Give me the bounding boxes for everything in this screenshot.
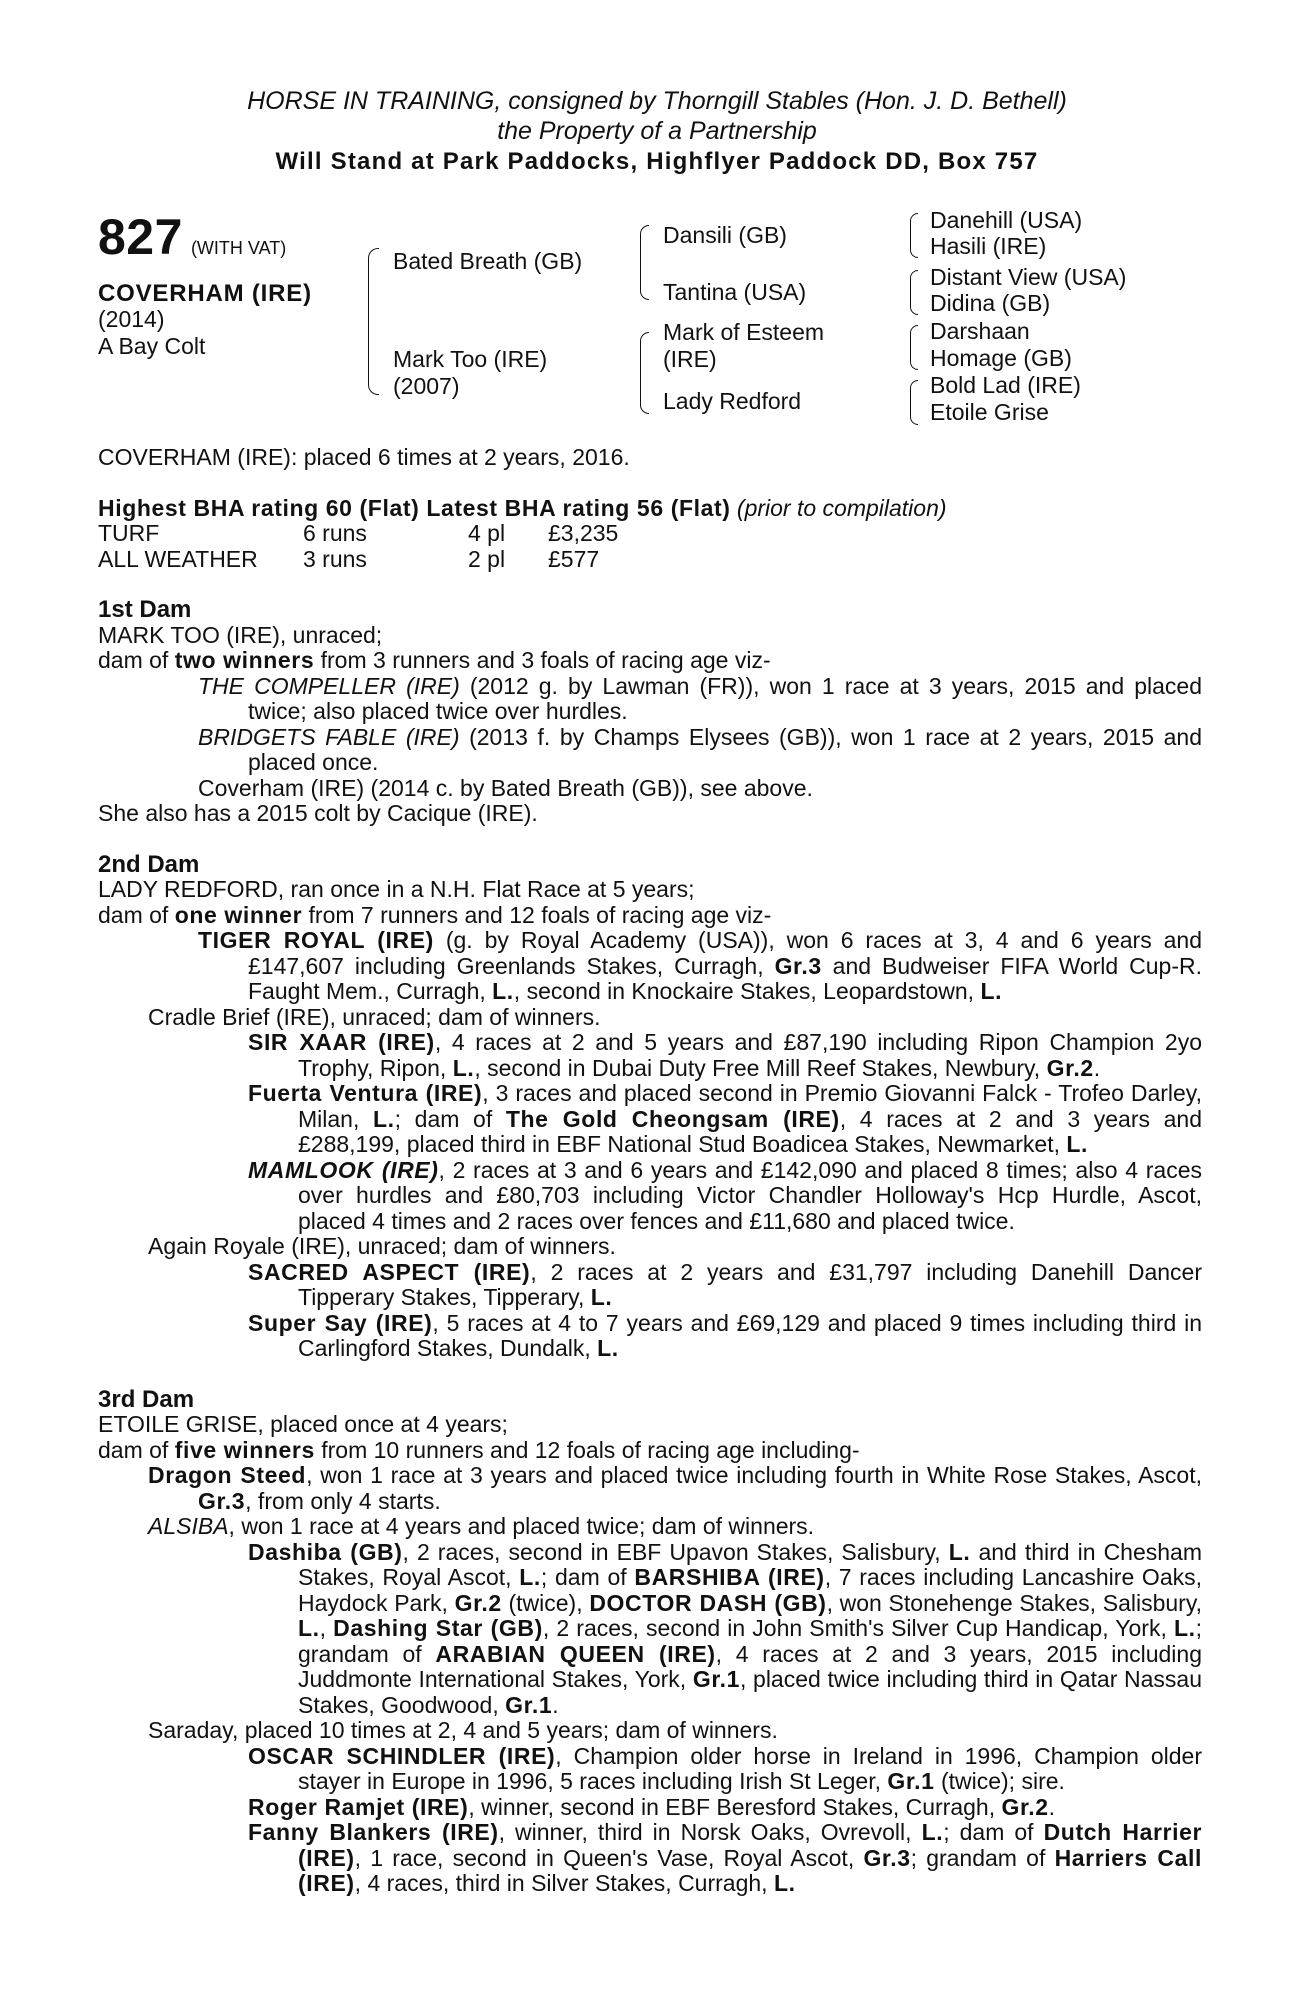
record-row-all-weather — [98, 547, 1202, 573]
first-dam-progeny-2: BRIDGETS FABLE (IRE) (2013 f. by Champs Elysees (GB)), won 1 race at 2 years, 2015 and placed once. — [198, 723, 1203, 775]
pedigree-bracket-dam — [640, 332, 649, 414]
pedigree-sire-dam: Tantina (USA) — [663, 279, 807, 305]
third-dam-intro: ETOILE GRISE, placed once at 4 years; — [98, 1411, 508, 1437]
second-dam-progeny-again-royale: Again Royale (IRE), unraced; dam of winners. — [148, 1233, 616, 1259]
pedigree-bracket-gen1 — [368, 248, 379, 395]
catalogue-header-consignor: HORSE IN TRAINING, consigned by Thorngill Stables (Hon. J. D. Bethell) — [247, 87, 1067, 115]
second-dam-heading: 2nd Dam — [98, 850, 200, 878]
record-prize: £3,235 — [548, 520, 619, 546]
pedigree-g3-7: Bold Lad (IRE) — [930, 372, 1081, 398]
catalogue-header-location: Will Stand at Park Paddocks, Highflyer Paddock DD, Box 757 — [275, 148, 1039, 175]
race-summary: COVERHAM (IRE): placed 6 times at 2 years, 2016. — [98, 444, 630, 470]
record-runs: 6 runs — [303, 520, 367, 546]
third-dam-heading: 3rd Dam — [98, 1385, 195, 1413]
pedigree-dam-dam: Lady Redford — [663, 388, 802, 414]
catalogue-body — [98, 445, 1202, 1897]
pedigree-sire: Bated Breath (GB) — [393, 248, 583, 274]
record-row-turf — [98, 521, 1202, 547]
second-dam-grandchild-sir-xaar: SIR XAAR (IRE), 4 races at 2 and 5 years and £87,190 including Ripon Champion 2yo Trophy, Ripon, L., second in Dubai Duty Free Mill Reef Stakes, Newbury, Gr.2. — [248, 1029, 1202, 1081]
third-dam-progeny-alsiba: ALSIBA, won 1 race at 4 years and placed twice; dam of winners. — [148, 1513, 815, 1539]
catalogue-header-property: the Property of a Partnership — [497, 117, 817, 145]
third-dam-grandchild-fanny-blankers: Fanny Blankers (IRE), winner, third in Norsk Oaks, Ovrevoll, L.; dam of Dutch Harrier (IRE), 1 race, second in Queen's Vase, Royal Ascot, Gr.3; grandam of Harriers Call (IRE), 4 races, third in Silver Stakes, Curragh, L. — [248, 1819, 1203, 1896]
pedigree-g3-1: Danehill (USA) — [930, 207, 1083, 233]
second-dam-progeny-tiger-royal: TIGER ROYAL (IRE) (g. by Royal Academy (USA)), won 6 races at 3, 4 and 6 years and £147,607 including Greenlands Stakes, Curragh, Gr.3 and Budweiser FIFA World Cup-R. Faught Mem., Curragh, L., second in Knockaire Stakes, Leopardstown, L. — [198, 927, 1203, 1004]
first-dam-progeny-1: THE COMPELLER (IRE) (2012 g. by Lawman (FR)), won 1 race at 3 years, 2015 and placed twice; also placed twice over hurdles. — [198, 672, 1203, 724]
third-dam-grandchild-roger-ramjet: Roger Ramjet (IRE), winner, second in EBF Beresford Stakes, Curragh, Gr.2. — [248, 1793, 1056, 1820]
pedigree-dam-sire-country: (IRE) — [663, 346, 717, 372]
third-dam-grandchild-oscar-schindler: OSCAR SCHINDLER (IRE), Champion older horse in Ireland in 1996, Champion older stayer in Europe in 1996, 5 races including Irish St Leger, Gr.1 (twice); sire. — [248, 1742, 1202, 1794]
third-dam-progeny-saraday: Saraday, placed 10 times at 2, 4 and 5 years; dam of winners. — [148, 1717, 778, 1743]
pedigree-bracket-g3-2 — [910, 270, 918, 315]
record-surface: TURF — [98, 520, 160, 546]
lot-number: 827 — [98, 209, 183, 265]
record-runs: 3 runs — [303, 545, 367, 572]
record-prize: £577 — [548, 545, 600, 572]
horse-name: COVERHAM (IRE) — [98, 280, 312, 307]
pedigree-bracket-sire — [640, 225, 649, 300]
pedigree-sire-sire: Dansili (GB) — [663, 222, 787, 248]
third-dam-summary: dam of five winners from 10 runners and 12 foals of racing age including- — [98, 1436, 860, 1463]
third-dam-grandchild-dashiba: Dashiba (GB), 2 races, second in EBF Upavon Stakes, Salisbury, L. and third in Chesham Stakes, Royal Ascot, L.; dam of BARSHIBA (IRE), 7 races including Lancashire Oaks, Haydock Park, Gr.2 (twice), DOCTOR DASH (GB), won Stonehenge Stakes, Salisbury, L., Dashing Star (GB), 2 races, second in John Smith's Silver Cup Handicap, York, L.; grandam of ARABIAN QUEEN (IRE), 4 races at 2 and 3 years, 2015 including Juddmonte International Stakes, York, Gr.1, placed twice including third in Qatar Nassau Stakes, Goodwood, Gr.1. — [248, 1538, 1203, 1718]
record-surface: ALL WEATHER — [98, 545, 258, 572]
bha-rating-text: Highest BHA rating 60 (Flat) Latest BHA rating 56 (Flat) — [98, 494, 731, 521]
second-dam-intro: LADY REDFORD, ran once in a N.H. Flat Race at 5 years; — [98, 876, 695, 902]
bha-rating — [98, 496, 1202, 522]
second-dam-grandchild-super-say: Super Say (IRE), 5 races at 4 to 7 years and £69,129 and placed 9 times including third in Carlingford Stakes, Dundalk, L. — [248, 1309, 1202, 1361]
horse-description: A Bay Colt — [98, 333, 206, 359]
pedigree-bracket-g3-3 — [910, 325, 918, 370]
pedigree-g3-6: Homage (GB) — [930, 345, 1072, 371]
second-dam-grandchild-fuerta-ventura: Fuerta Ventura (IRE), 3 races and placed second in Premio Giovanni Falck - Trofeo Darley, Milan, L.; dam of The Gold Cheongsam (IRE), 4 races at 2 and 3 years and £288,199, placed third in EBF National Stud Boadicea Stakes, Newmarket, L. — [248, 1080, 1203, 1157]
second-dam-grandchild-mamlook: MAMLOOK (IRE), 2 races at 3 and 6 years and £142,090 and placed 8 times; also 4 races over hurdles and £80,703 including Victor Chandler Holloway's Hcp Hurdle, Ascot, placed 4 times and 2 races over fences and £11,680 and placed twice. — [248, 1156, 1202, 1234]
record-placed: 4 pl — [468, 520, 506, 546]
pedigree-dam-sire: Mark of Esteem — [663, 319, 825, 345]
first-dam-note: She also has a 2015 colt by Cacique (IRE). — [98, 800, 538, 826]
pedigree-g3-8: Etoile Grise — [930, 399, 1049, 425]
third-dam-progeny-dragon-steed: Dragon Steed, won 1 race at 3 years and placed twice including fourth in White Rose Stakes, Ascot, Gr.3, from only 4 starts. — [148, 1462, 1202, 1514]
second-dam-summary: dam of one winner from 7 runners and 12 foals of racing age viz- — [98, 901, 772, 928]
pedigree-dam: Mark Too (IRE) — [393, 346, 548, 372]
horse-year: (2014) — [98, 306, 165, 332]
first-dam-heading: 1st Dam — [98, 596, 192, 623]
lot-block — [98, 208, 286, 266]
pedigree-g3-5: Darshaan — [930, 318, 1030, 344]
second-dam-progeny-cradle-brief: Cradle Brief (IRE), unraced; dam of winners. — [148, 1003, 601, 1030]
pedigree-g3-2: Hasili (IRE) — [930, 233, 1047, 259]
record-placed: 2 pl — [468, 545, 506, 572]
pedigree-bracket-g3-4 — [910, 380, 918, 425]
first-dam-summary: dam of two winners from 3 runners and 3 foals of racing age viz- — [98, 647, 771, 673]
pedigree-g3-4: Didina (GB) — [930, 290, 1051, 316]
pedigree-dam-year: (2007) — [393, 373, 460, 399]
second-dam-grandchild-sacred-aspect: SACRED ASPECT (IRE), 2 races at 2 years and £31,797 including Danehill Dancer Tipperary Stakes, Tipperary, L. — [248, 1258, 1203, 1310]
lot-vat-note: (WITH VAT) — [190, 238, 287, 258]
pedigree-bracket-g3-1 — [910, 213, 918, 258]
pedigree-g3-3: Distant View (USA) — [930, 264, 1127, 290]
first-dam-progeny-3: Coverham (IRE) (2014 c. by Bated Breath (GB)), see above. — [198, 774, 813, 801]
first-dam-intro: MARK TOO (IRE), unraced; — [98, 621, 383, 648]
bha-rating-note: (prior to compilation) — [736, 494, 947, 521]
